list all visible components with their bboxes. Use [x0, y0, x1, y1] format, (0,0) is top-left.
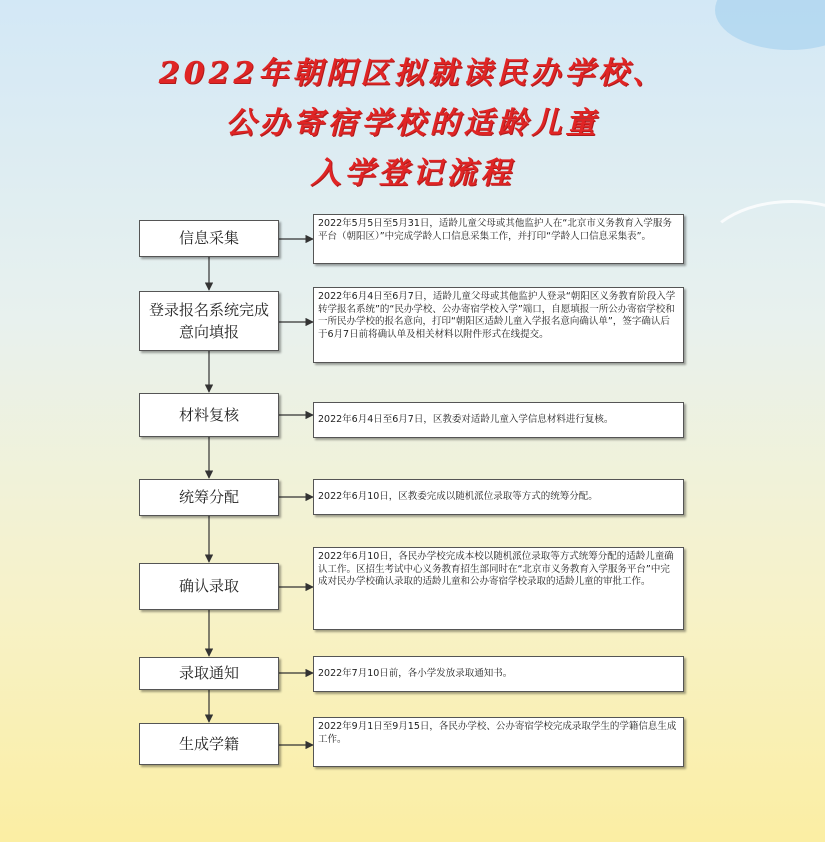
title-line-2: 公办寄宿学校的适龄儿童 [225, 106, 600, 141]
step-confirm-admission: 确认录取 [139, 563, 279, 610]
title-line-1: 2022年朝阳区拟就读民办学校、 [158, 56, 667, 91]
desc-student-registry: 2022年9月1日至9月15日，各民办学校、公办寄宿学校完成录取学生的学籍信息生成工作。 [313, 717, 684, 767]
title-line-3: 入学登记流程 [310, 156, 515, 191]
step-admission-notice: 录取通知 [139, 657, 279, 690]
desc-confirm-admission: 2022年6月10日，各民办学校完成本校以随机派位录取等方式统筹分配的适龄儿童确认工作。区招生考试中心义务教育招生部同时在“北京市义务教育入学服务平台”中完成对民办学校确认录取的适龄儿童和公办寄宿学校录取的适龄儿童的审批工作。 [313, 547, 684, 630]
step-material-review: 材料复核 [139, 393, 279, 437]
step-info-collection: 信息采集 [139, 220, 279, 257]
desc-login-register: 2022年6月4日至6月7日，适龄儿童父母或其他监护人登录“朝阳区义务教育阶段入学转学报名系统”的“民办学校、公办寄宿学校入学”端口，自愿填报一所公办寄宿学校和一所民办学校的报名意向，打印“朝阳区适龄儿童入学报名意向确认单”，签字确认后于6月7日前将确认单及相关材料以附件形式在线提交。 [313, 287, 684, 363]
step-login-register: 登录报名系统完成意向填报 [139, 291, 279, 351]
desc-admission-notice: 2022年7月10日前，各小学发放录取通知书。 [313, 656, 684, 692]
desc-allocation: 2022年6月10日，区教委完成以随机派位录取等方式的统筹分配。 [313, 479, 684, 515]
step-student-registry: 生成学籍 [139, 723, 279, 765]
desc-info-collection: 2022年5月5日至5月31日，适龄儿童父母或其他监护人在“北京市义务教育入学服务平台（朝阳区）”中完成学龄人口信息采集工作，并打印“学龄人口信息采集表”。 [313, 214, 684, 264]
desc-material-review: 2022年6月4日至6月7日，区教委对适龄儿童入学信息材料进行复核。 [313, 402, 684, 438]
step-allocation: 统筹分配 [139, 479, 279, 516]
